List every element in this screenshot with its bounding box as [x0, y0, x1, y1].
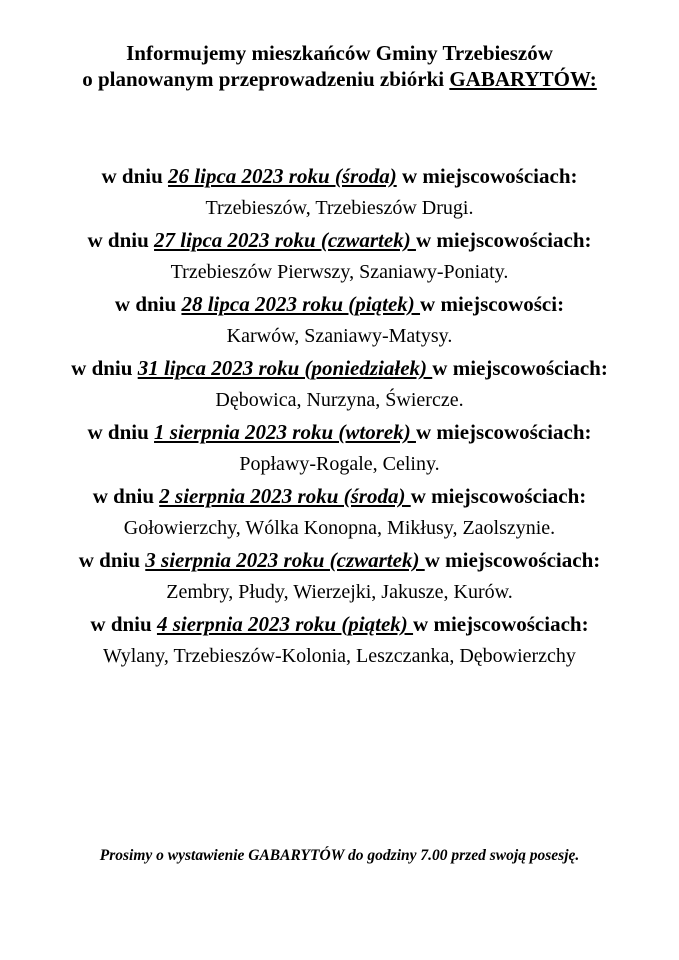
- localities: Trzebieszów Pierwszy, Szaniawy-Poniaty.: [170, 261, 509, 283]
- collection-date: 3 sierpnia 2023 roku (czwartek): [145, 548, 425, 572]
- schedule-date-line: [0, 224, 679, 256]
- header-highlight: GABARYTÓW:: [449, 67, 597, 91]
- schedule-date-line: [0, 608, 679, 640]
- header-line-1: Informujemy mieszkańców Gminy Trzebieszów: [126, 41, 553, 65]
- date-suffix: w miejscowościach:: [413, 612, 589, 636]
- schedule-date-line: [0, 480, 679, 512]
- date-suffix: w miejscowościach:: [415, 228, 592, 252]
- schedule-entry: [0, 352, 679, 416]
- localities: Zembry, Płudy, Wierzejki, Jakusze, Kurów.: [166, 581, 513, 603]
- localities: Trzebieszów, Trzebieszów Drugi.: [205, 197, 474, 219]
- schedule-date-line: [0, 416, 679, 448]
- announcement-header: [0, 40, 679, 92]
- schedule-entry: [0, 416, 679, 480]
- collection-schedule: [0, 160, 679, 672]
- schedule-entry: [0, 544, 679, 608]
- localities: Wylany, Trzebieszów-Kolonia, Leszczanka, Dębowierzchy: [103, 645, 576, 667]
- date-prefix: w dniu: [92, 484, 160, 508]
- date-prefix: w dniu: [87, 228, 155, 252]
- schedule-date-line: [0, 352, 679, 384]
- date-suffix: w miejscowościach:: [410, 484, 587, 508]
- schedule-entry: [0, 288, 679, 352]
- header-line-2-text: o planowanym przeprowadzeniu zbiórki: [82, 67, 450, 91]
- collection-date: 1 sierpnia 2023 roku (wtorek): [154, 420, 416, 444]
- schedule-date-line: [0, 160, 679, 192]
- schedule-entry: [0, 608, 679, 672]
- date-prefix: w dniu: [101, 164, 169, 188]
- localities: Popławy-Rogale, Celiny.: [239, 453, 440, 475]
- date-suffix: w miejscowości:: [420, 292, 565, 316]
- date-prefix: w dniu: [71, 356, 138, 380]
- schedule-entry: [0, 480, 679, 544]
- date-suffix: w miejscowościach:: [415, 420, 592, 444]
- date-prefix: w dniu: [87, 420, 155, 444]
- collection-date: 27 lipca 2023 roku (czwartek): [154, 228, 416, 252]
- collection-date: 2 sierpnia 2023 roku (środa): [159, 484, 411, 508]
- date-prefix: w dniu: [114, 292, 182, 316]
- collection-date: 31 lipca 2023 roku (poniedziałek): [137, 356, 433, 380]
- localities: Dębowica, Nurzyna, Świercze.: [215, 389, 464, 411]
- schedule-date-line: [0, 288, 679, 320]
- schedule-entry: [0, 160, 679, 224]
- schedule-entry: [0, 224, 679, 288]
- localities: Gołowierzchy, Wólka Konopna, Mikłusy, Zaolszynie.: [123, 517, 556, 539]
- date-suffix: w miejscowościach:: [432, 356, 608, 380]
- footer-note: Prosimy o wystawienie GABARYTÓW do godziny 7.00 przed swoją posesję.: [99, 847, 580, 864]
- date-suffix: w miejscowościach:: [396, 164, 578, 188]
- collection-date: 4 sierpnia 2023 roku (piątek): [156, 612, 414, 636]
- localities: Karwów, Szaniawy-Matysy.: [226, 325, 453, 347]
- date-prefix: w dniu: [78, 548, 146, 572]
- collection-date: 28 lipca 2023 roku (piątek): [181, 292, 421, 316]
- date-prefix: w dniu: [90, 612, 157, 636]
- header-line-2: [0, 66, 679, 92]
- collection-date: 26 lipca 2023 roku (środa): [168, 164, 397, 188]
- schedule-date-line: [0, 544, 679, 576]
- date-suffix: w miejscowościach:: [424, 548, 601, 572]
